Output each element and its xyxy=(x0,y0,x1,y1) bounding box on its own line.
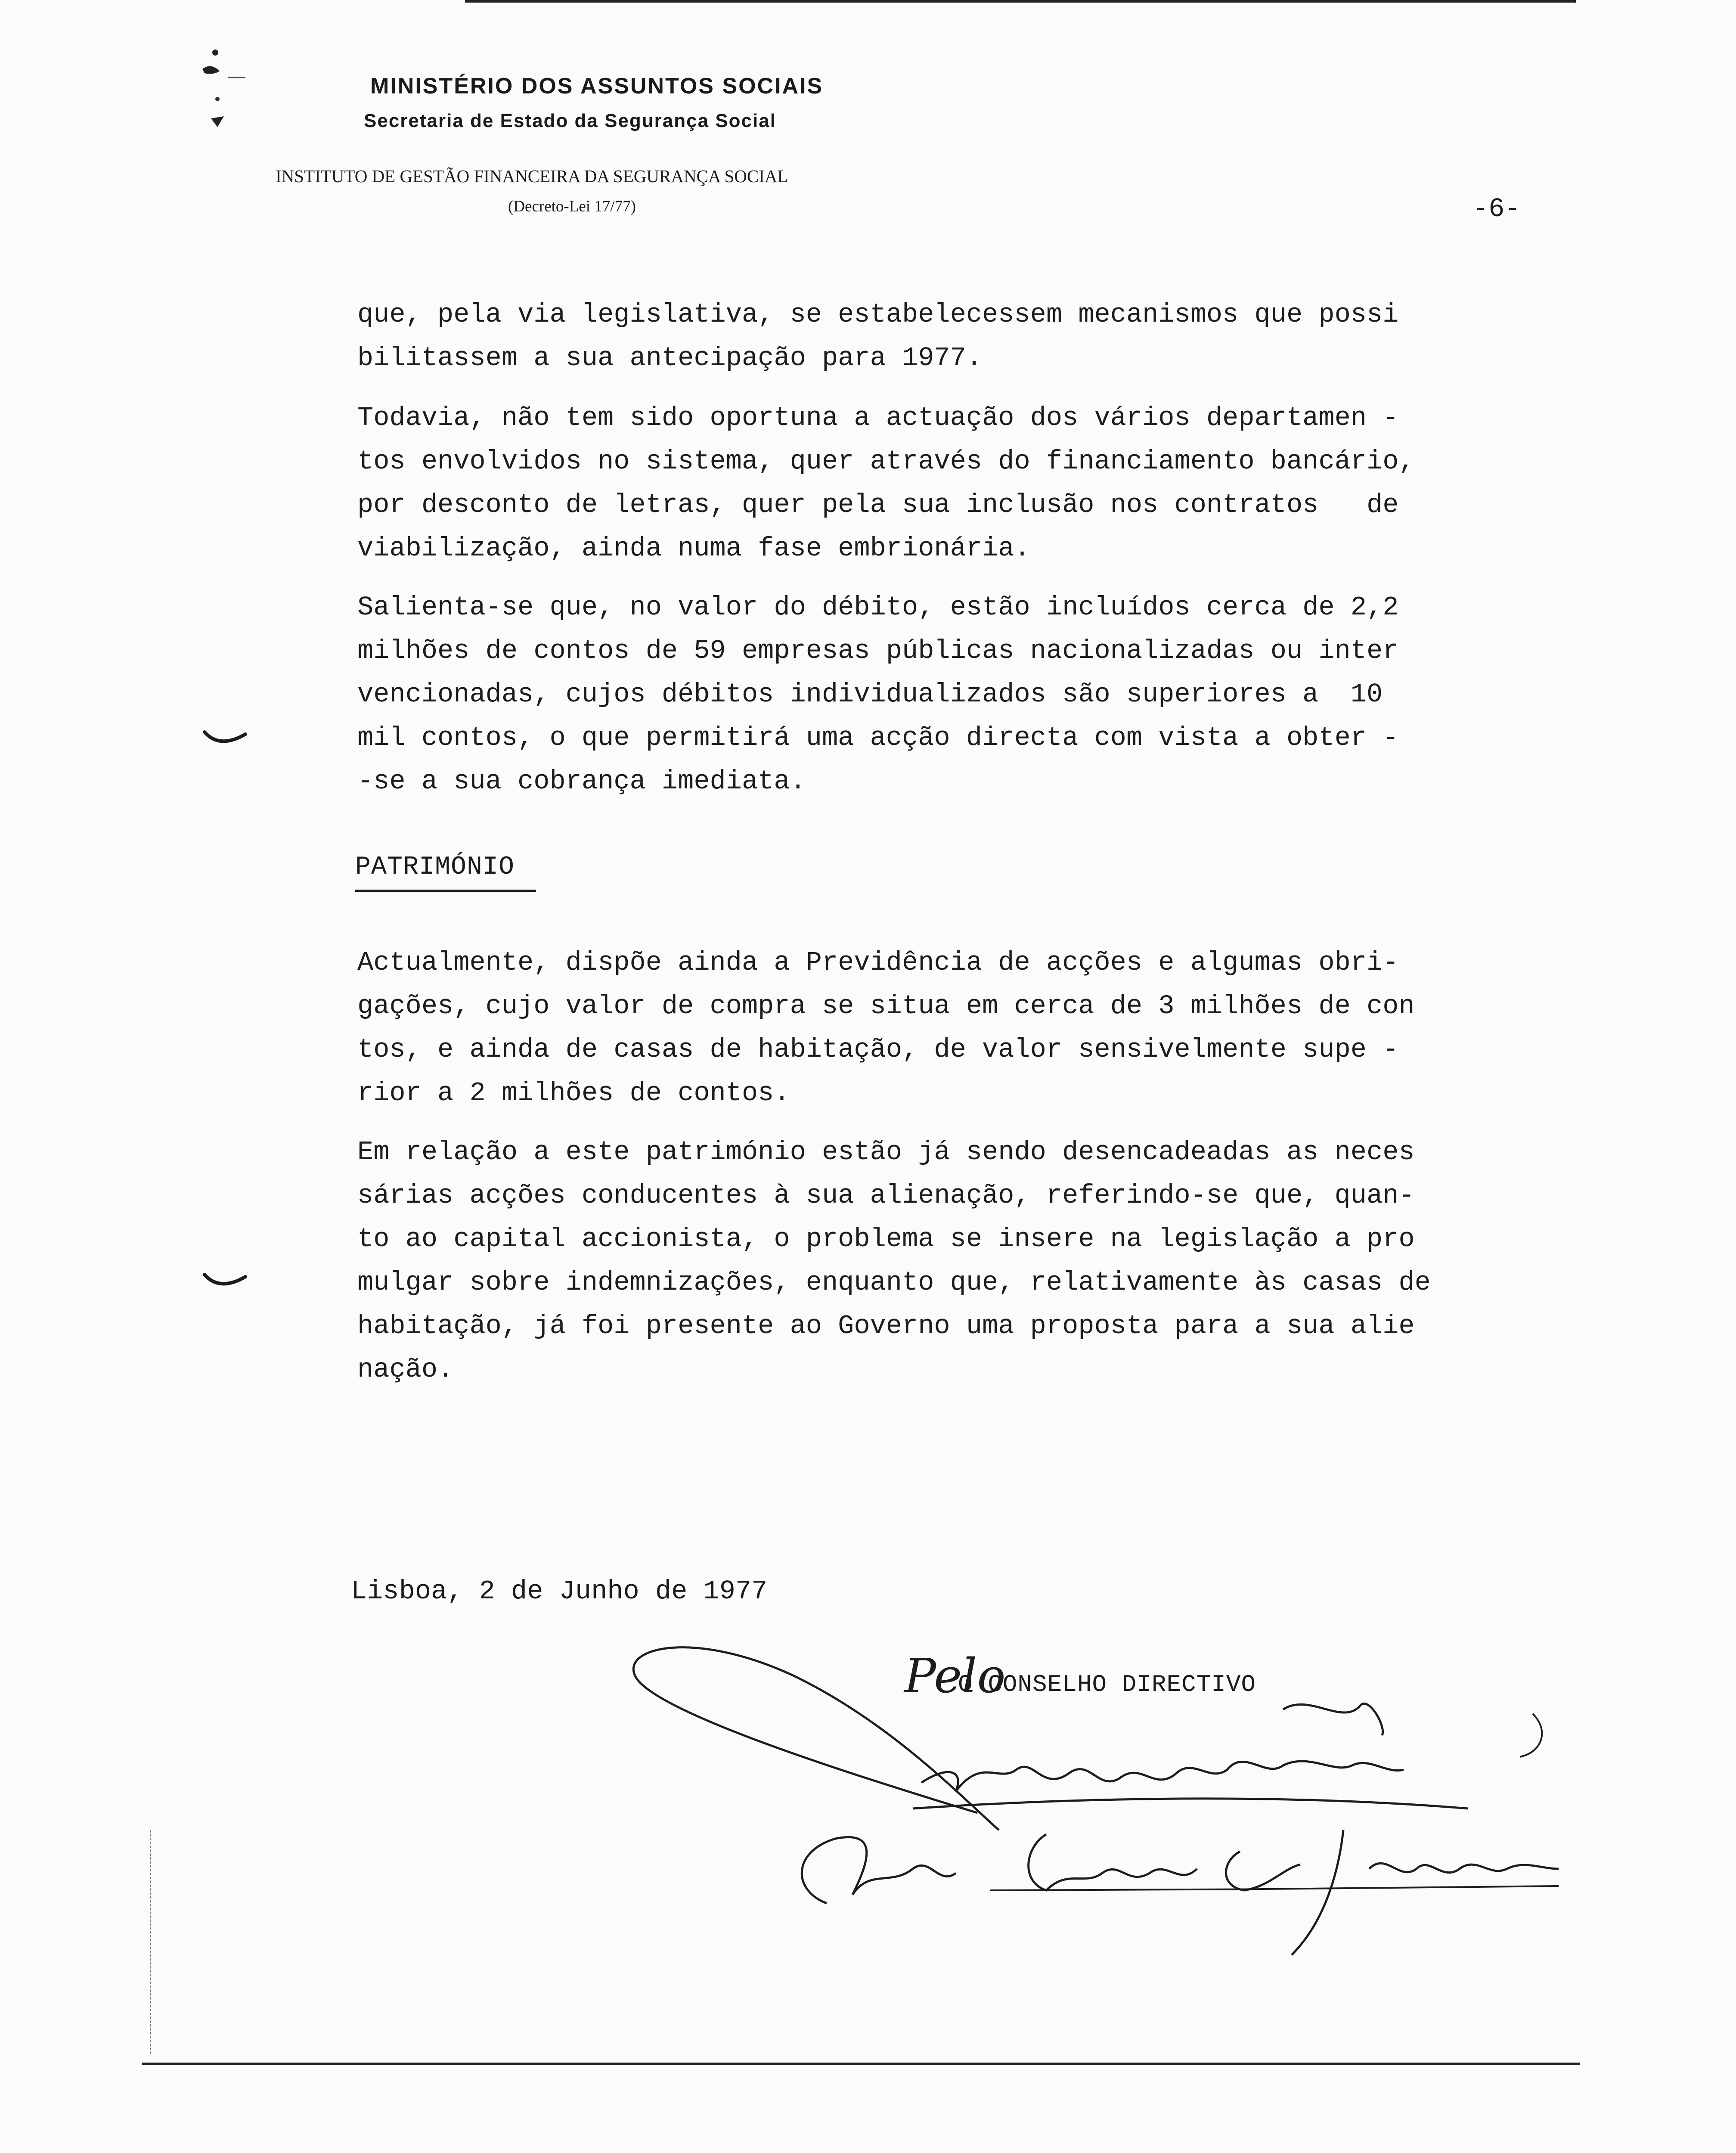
text-line: gações, cujo valor de compra se situa em cerca de 3 milhões de con xyxy=(357,991,1415,1021)
heading-underline xyxy=(355,890,536,892)
text-line: -se a sua cobrança imediata. xyxy=(357,766,806,797)
letterhead-secretaria: Secretaria de Estado da Segurança Social xyxy=(364,110,776,131)
text-line: mulgar sobre indemnizações, enquanto que, relativamente às casas de xyxy=(357,1267,1431,1298)
text-line: Todavia, não tem sido oportuna a actuação dos vários departamen - xyxy=(357,403,1399,433)
text-line: por desconto de letras, quer pela sua inclusão nos contratos de xyxy=(357,490,1399,520)
text-line: milhões de contos de 59 empresas públicas nacionalizadas ou inter xyxy=(357,636,1399,666)
letterhead-decree: (Decreto-Lei 17/77) xyxy=(508,198,636,215)
margin-check-mark xyxy=(202,1270,250,1296)
date-line: Lisboa, 2 de Junho de 1977 xyxy=(351,1576,768,1607)
text-line: tos, e ainda de casas de habitação, de valor sensivelmente supe - xyxy=(357,1034,1399,1065)
text-line: to ao capital accionista, o problema se insere na legislação a pro xyxy=(357,1224,1415,1254)
page-number: -6- xyxy=(1472,194,1521,224)
text-line: mil contos, o que permitirá uma acção directa com vista a obter - xyxy=(357,723,1399,753)
letterhead-ministry: MINISTÉRIO DOS ASSUNTOS SOCIAIS xyxy=(370,74,824,99)
text-line: Salienta-se que, no valor do débito, estão incluídos cerca de 2,2 xyxy=(357,592,1399,623)
text-line: rior a 2 milhões de contos. xyxy=(357,1078,790,1108)
text-line: Actualmente, dispõe ainda a Previdência de acções e algumas obri- xyxy=(357,947,1399,978)
margin-dashed-line xyxy=(150,1830,151,2054)
text-line: viabilização, ainda numa fase embrionária. xyxy=(357,533,1030,564)
text-line: que, pela via legislativa, se estabelecessem mecanismos que possi xyxy=(357,299,1399,330)
margin-check-mark xyxy=(202,728,250,754)
text-line: Em relação a este património estão já sendo desencadeadas as neces xyxy=(357,1137,1415,1167)
top-border-rule xyxy=(465,0,1576,3)
text-line: bilitassem a sua antecipação para 1977. xyxy=(357,343,983,373)
paragraph-3 xyxy=(357,586,1520,803)
paragraph-4 xyxy=(357,941,1520,1115)
council-signature-line: O CONSELHO DIRECTIVO xyxy=(958,1671,1256,1698)
scan-marks xyxy=(185,43,250,146)
paragraph-2 xyxy=(357,396,1520,570)
section-heading-patrimonio: PATRIMÓNIO xyxy=(355,853,515,882)
signature-prefix: Pelo xyxy=(904,1648,1006,1703)
text-line: tos envolvidos no sistema, quer através do financiamento bancário, xyxy=(357,446,1415,477)
text-line: sárias acções conducentes à sua alienação, referindo-se que, quan- xyxy=(357,1180,1415,1211)
text-line: vencionadas, cujos débitos individualizados são superiores a 10 xyxy=(357,679,1383,710)
bottom-border-rule xyxy=(142,2063,1580,2065)
text-line: habitação, já foi presente ao Governo uma proposta para a sua alie xyxy=(357,1311,1415,1341)
text-line: nação. xyxy=(357,1354,454,1385)
paragraph-1 xyxy=(357,293,1520,380)
letterhead-institute: INSTITUTO DE GESTÃO FINANCEIRA DA SEGURANÇA SOCIAL xyxy=(276,166,788,186)
paragraph-5 xyxy=(357,1130,1520,1391)
